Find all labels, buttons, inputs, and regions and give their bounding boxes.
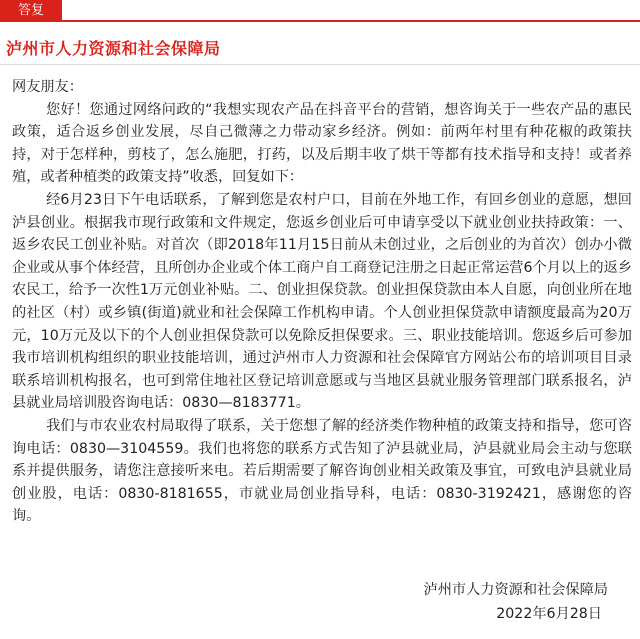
reply-content <box>12 76 632 528</box>
signature-org: 泸州市人力资源和社会保障局 <box>423 582 608 598</box>
reply-badge: 答复 <box>0 0 62 22</box>
greeting: 网友朋友： <box>12 79 83 95</box>
paragraph-policies: 经6月23日下午电话联系，了解到您是农村户口，目前在外地工作，有回乡创业的意愿，想回泸县创业。根据我市现行政策和文件规定，您返乡创业后可申请享受以下就业创业扶持政策：一、返乡农民工创业补贴。对首次（即2018年11月15日前从未创过业，之后创业的为首次）创办小微企业或从事个体经营，且所创办企业或个体工商户自工商登记注册之日起正常运营6个月以上的返乡农民工，给予一次性1万元创业补贴。二、创业担保贷款。创业担保贷款由本人自愿，向创业所在地的社区（村）或乡镇(街道)就业和社会保障工作机构申请。个人创业担保贷款申请额度最高为20万元，10万元及以下的个人创业担保贷款可以免除反担保要求。三、职业技能培训。您返乡后可参加我市培训机构组织的职业技能培训，通过泸州市人力资源和社会保障官方网站公布的培训项目目录联系培训机构报名，也可到常住地社区登记培训意愿或与当地区县就业服务管理部门联系报名，泸县就业局培训股咨询电话：0830—8183771。 <box>12 191 632 412</box>
title-divider <box>0 64 640 65</box>
reply-header-strip <box>0 0 640 22</box>
paragraph-intro: 您好！您通过网络问政的“我想实现农产品在抖音平台的营销，想咨询关于一些农产品的惠民政策，适合返乡创业发展，尽自己微薄之力带动家乡经济。例如：前两年村里有种花椒的政策扶持，对于怎样种，剪枝了，怎么施肥，打药，以及后期丰收了烘干等都有技术指导和支持！或者养殖，或者种植类的政策支持”收悉，回复如下： <box>12 101 632 186</box>
page-title: 泸州市人力资源和社会保障局 <box>6 39 221 58</box>
signature-date: 2022年6月28日 <box>496 606 602 622</box>
paragraph-contacts: 我们与市农业农村局取得了联系，关于您想了解的经济类作物种植的政策支持和指导，您可咨询电话：0830—3104559。我们也将您的联系方式告知了泸县就业局，泸县就业局会主动与您联系并提供服务，请您注意接听来电。若后期需要了解咨询创业相关政策及事宜，可致电泸县就业局创业股，电话：0830-8181655，市就业局创业指导科，电话：0830-3192421，感谢您的咨询。 <box>12 417 632 525</box>
signature-block <box>368 578 608 626</box>
